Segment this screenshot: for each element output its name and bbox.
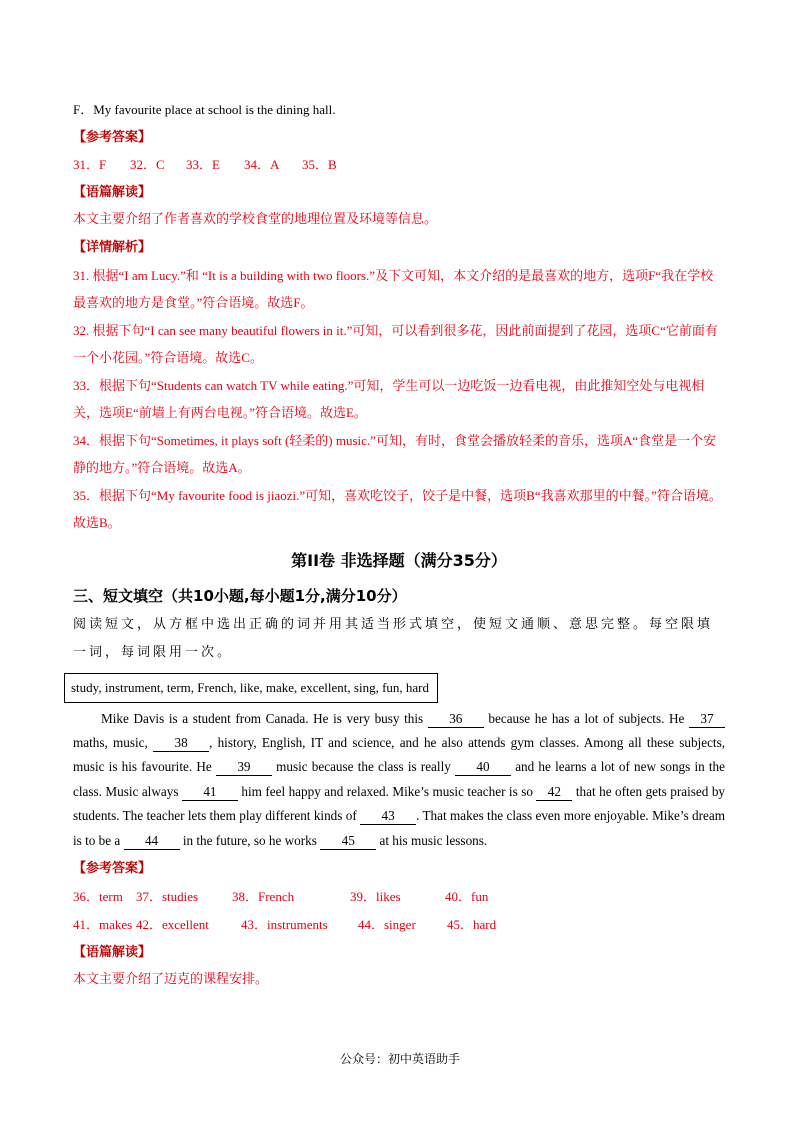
answers-part2-row2 — [73, 911, 725, 939]
summary-1: 本文主要介绍了作者喜欢的学校食堂的地理位置及环境等信息。 — [73, 212, 438, 228]
passage-reading-label: 【语篇解读】 — [73, 184, 152, 200]
answer-45: 45．hard — [447, 916, 497, 932]
passage-text: at his music lessons. — [379, 832, 488, 848]
answer-34: 34．A — [244, 157, 280, 173]
answer-33: 33．E — [186, 157, 220, 173]
explanation-34: 34．根据下句“Sometimes, it plays soft (轻柔的) music.”可知，有时，食堂会播放轻柔的音乐，选项A“食堂是一个安静的地方。”符合语境。故选A。 — [73, 432, 717, 476]
reference-answer-label: 【参考答案】 — [73, 129, 152, 145]
explanations — [73, 262, 725, 537]
answer-38: 38．French — [232, 888, 295, 904]
option-f-text: F．My favourite place at school is the dining hall. — [73, 102, 336, 117]
passage-text: , history, English, IT and science, and he also attends gym classes. Among all these subjects, music is his favourite. He — [73, 734, 726, 775]
passage-text: and he learns a lot of new songs in the class. Music always — [73, 759, 726, 799]
answer-44: 44．singer — [358, 916, 416, 932]
document-page — [73, 96, 725, 994]
answer-35: 35．B — [302, 157, 337, 173]
passage-reading-label-2: 【语篇解读】 — [73, 944, 152, 960]
explanation-32: 32. 根据下句“I can see many beautiful flowers in it.”可知，可以看到很多花，因此前面提到了花园，选项C“它前面有一个小花园。”符合语境。故选C。 — [73, 322, 718, 366]
summary-2: 本文主要介绍了迈克的课程安排。 — [73, 972, 269, 988]
blank-44: 44 — [124, 833, 180, 850]
subsection-title: 三、短文填空（共10小题,每小题1分,满分10分） — [73, 586, 407, 605]
blank-39: 39 — [216, 759, 272, 776]
passage-text: in the future, so he works — [182, 832, 317, 848]
answer-40: 40．fun — [445, 888, 489, 904]
cloze-passage — [73, 707, 725, 853]
blank-41: 41 — [182, 784, 238, 801]
passage-text: music because the class is really — [276, 759, 451, 775]
footer-text: 公众号：初中英语助手 — [339, 1052, 460, 1066]
passage-text: because he has a lot of subjects. He — [488, 710, 685, 726]
answer-43: 43．instruments — [241, 916, 328, 932]
answer-32: 32．C — [130, 157, 165, 173]
answers-part2-row1 — [73, 883, 725, 911]
blank-38: 38 — [153, 735, 209, 752]
detailed-analysis-label: 【详情解析】 — [73, 239, 152, 255]
word-box: study, instrument, term, French, like, make, excellent, sing, fun, hard — [64, 673, 438, 703]
answer-39: 39．likes — [350, 888, 401, 904]
blank-37: 37 — [689, 711, 725, 728]
answer-36: 36．term — [73, 888, 123, 904]
blank-36: 36 — [428, 711, 484, 728]
reference-answer-label-2: 【参考答案】 — [73, 861, 152, 876]
blank-45: 45 — [320, 833, 376, 850]
explanation-35: 35．根据下句“My favourite food is jiaozi.”可知，喜欢吃饺子，饺子是中餐，选项B“我喜欢那里的中餐。”符合语境。故选B。 — [73, 487, 722, 531]
answer-37: 37．studies — [136, 888, 199, 904]
answers-part1 — [73, 151, 725, 179]
explanation-33: 33．根据下句“Students can watch TV while eating.”可知，学生可以一边吃饭一边看电视，由此推知空处与电视相关，选项E“前墙上有两台电视。”符合语境。故选E。 — [73, 377, 705, 421]
blank-40: 40 — [455, 759, 511, 776]
answer-41: 41．makes — [73, 916, 133, 932]
passage-text: maths, music, — [73, 734, 148, 750]
passage-text: that he often gets praised by students. The teacher lets them play different kinds of — [73, 783, 726, 824]
answer-31: 31．F — [73, 157, 107, 173]
passage-text: him feel happy and relaxed. Mike’s music teacher is so — [241, 783, 533, 799]
blank-43: 43 — [360, 808, 416, 825]
passage-text: . That makes the class even more enjoyable. Mike’s dream is to be a — [73, 808, 726, 848]
section-title: 第II卷 非选择题（满分35分） — [291, 550, 507, 570]
instruction-text: 阅读短文，从方框中选出正确的词并用其适当形式填空，使短文通顺、意思完整。每空限填一词，每词限用一次。 — [73, 616, 714, 660]
explanation-31: 31. 根据“I am Lucy.”和 “It is a building with two floors.”及下文可知，本文介绍的是最喜欢的地方，选项F“我在学校最喜欢的地方是食堂。”符合语境。故选F。 — [73, 267, 714, 311]
answer-42: 42．excellent — [136, 916, 209, 932]
passage-text: Mike Davis is a student from Canada. He is very busy this — [101, 710, 424, 726]
blank-42: 42 — [536, 784, 572, 801]
